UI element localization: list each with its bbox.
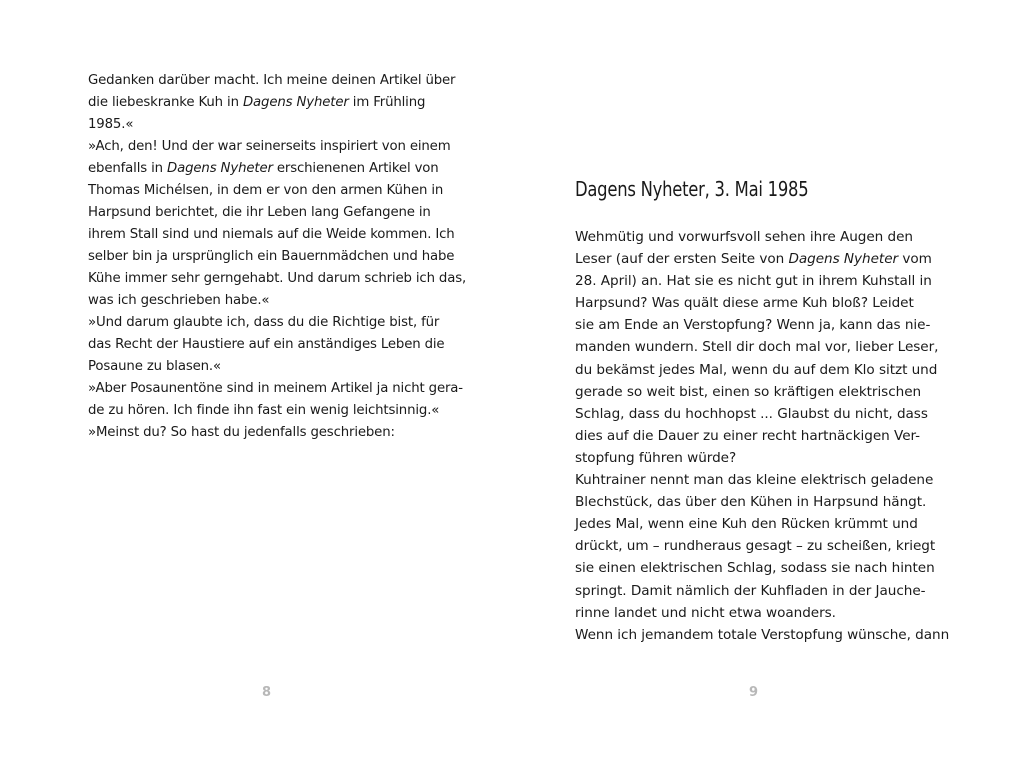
text-segment: stopfung führen würde? — [575, 449, 737, 466]
text-segment: Wenn ich jemandem totale Verstopfung wünsche, dann — [575, 626, 950, 643]
text-line — [575, 580, 945, 602]
text-line — [575, 447, 945, 469]
text-segment: sie am Ende an Verstopfung? Wenn ja, kann das nie- — [575, 317, 931, 334]
text-segment: ebenfalls in — [88, 161, 168, 176]
text-line — [575, 226, 945, 248]
italic-title: Dagens Nyheter — [788, 251, 899, 268]
text-segment: rinne landet und nicht etwa woanders. — [575, 604, 836, 621]
text-line — [88, 356, 448, 378]
article-heading: Dagens Nyheter, 3. Mai 1985 — [575, 177, 809, 201]
text-segment: »Ach, den! Und der war seinerseits inspiriert von einem — [88, 139, 451, 154]
text-line — [88, 136, 451, 158]
text-segment: de zu hören. Ich finde ihn fast ein wenig leichtsinnig.« — [88, 403, 440, 418]
text-line — [575, 469, 945, 491]
text-segment: du bekämst jedes Mal, wenn du auf dem Klo sitzt und — [575, 361, 938, 378]
page-number-left: 8 — [262, 685, 272, 700]
text-line — [575, 535, 945, 557]
text-segment: die liebeskranke Kuh in — [88, 95, 243, 110]
page-number-right: 9 — [749, 685, 759, 700]
text-segment: sie einen elektrischen Schlag, sodass sie nach hinten — [575, 560, 935, 577]
text-segment: 1985.« — [88, 117, 134, 132]
text-segment: Leser (auf der ersten Seite von — [575, 251, 789, 268]
text-line — [575, 624, 950, 646]
right-body-text — [575, 226, 950, 646]
text-segment: Blechstück, das über den Kühen in Harpsund hängt. — [575, 494, 927, 511]
text-segment: 28. April) an. Hat sie es nicht gut in ihrem Kuhstall in — [575, 273, 932, 290]
text-line — [88, 224, 455, 246]
text-line — [575, 248, 945, 270]
text-segment: »Und darum glaubte ich, dass du die Richtige bist, für — [88, 315, 440, 330]
text-segment: selber bin ja ursprünglich ein Bauernmädchen und habe — [88, 249, 455, 264]
text-segment: drückt, um – rundheraus gesagt – zu scheißen, kriegt — [575, 538, 936, 555]
text-line — [88, 246, 455, 268]
text-line — [575, 270, 945, 292]
text-line — [88, 378, 463, 400]
italic-title: Dagens Nyheter — [242, 95, 349, 110]
italic-title: Dagens Nyheter — [167, 161, 273, 176]
text-line — [575, 491, 945, 513]
text-line — [575, 292, 945, 314]
text-segment: was ich geschrieben habe.« — [88, 293, 270, 308]
text-line — [88, 70, 456, 92]
text-line — [88, 422, 448, 444]
text-segment: Schlag, dass du hochhopst ... Glaubst du nicht, dass — [575, 405, 928, 422]
text-line — [88, 114, 448, 136]
text-line — [575, 425, 945, 447]
text-line — [88, 290, 448, 312]
text-segment: Thomas Michélsen, in dem er von den armen Kühen in — [88, 183, 444, 198]
text-segment: Harpsund berichtet, die ihr Leben lang Gefangene in — [88, 205, 431, 220]
text-line — [88, 158, 448, 180]
text-line — [88, 400, 448, 422]
text-segment: Harpsund? Was quält diese arme Kuh bloß? Leidet — [575, 295, 914, 312]
text-segment: Posaune zu blasen.« — [88, 359, 221, 374]
text-line — [88, 180, 448, 202]
text-line — [575, 513, 945, 535]
text-line — [575, 403, 945, 425]
text-line — [88, 268, 467, 290]
text-segment: im Frühling — [348, 95, 426, 110]
text-line — [88, 202, 448, 224]
text-line — [575, 557, 945, 579]
text-line — [88, 334, 448, 356]
text-segment: Kuhtrainer nennt man das kleine elektrisch geladene — [575, 472, 934, 489]
text-segment: das Recht der Haustiere auf ein anständiges Leben die — [88, 337, 445, 352]
text-segment: Jedes Mal, wenn eine Kuh den Rücken krümmt und — [575, 516, 918, 533]
text-segment: manden wundern. Stell dir doch mal vor, lieber Leser, — [575, 339, 939, 356]
text-line — [88, 312, 448, 334]
text-line — [575, 314, 945, 336]
text-segment: dies auf die Dauer zu einer recht hartnäckigen Ver- — [575, 427, 921, 444]
text-line — [88, 92, 448, 114]
text-segment: Gedanken darüber macht. Ich meine deinen Artikel über — [88, 73, 456, 88]
left-body-text — [88, 70, 467, 444]
text-line — [575, 336, 945, 358]
text-segment: »Aber Posaunentöne sind in meinem Artikel ja nicht gera- — [88, 381, 463, 396]
right-page — [510, 0, 1020, 773]
text-segment: Wehmütig und vorwurfsvoll sehen ihre Augen den — [575, 229, 913, 245]
text-line — [575, 602, 945, 624]
text-segment: Kühe immer sehr gerngehabt. Und darum schrieb ich das, — [88, 271, 467, 286]
text-line — [575, 381, 945, 403]
text-segment: vom — [898, 251, 932, 268]
text-line — [575, 359, 945, 381]
text-segment: gerade so weit bist, einen so kräftigen elektrischen — [575, 383, 922, 400]
text-segment: »Meinst du? So hast du jedenfalls geschrieben: — [88, 425, 395, 440]
text-segment: springt. Damit nämlich der Kuhfladen in der Jauche- — [575, 582, 926, 599]
text-segment: erschienenen Artikel von — [272, 161, 439, 176]
text-segment: ihrem Stall sind und niemals auf die Weide kommen. Ich — [88, 227, 455, 242]
